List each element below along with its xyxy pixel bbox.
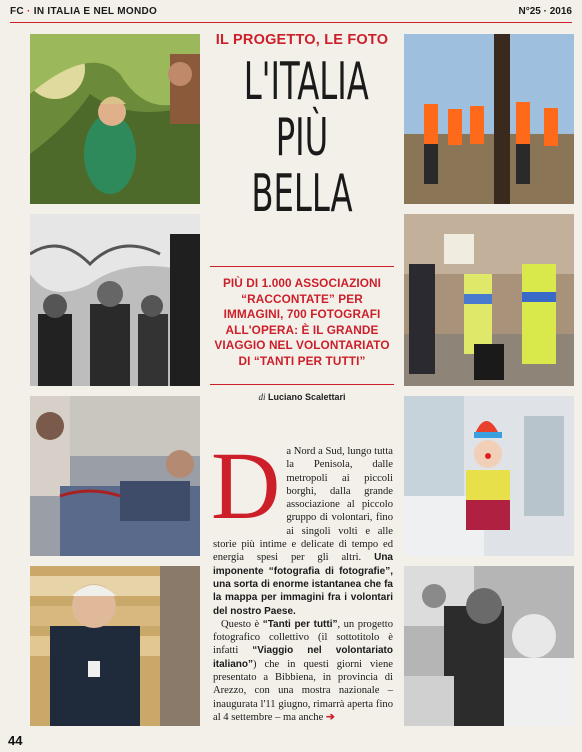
continue-arrow-icon: ➔ (325, 710, 335, 723)
paragraph-highlight: Una imponente “fotografia di fotografie”, una sorta di enorme istantanea che fa la mappa per immagini fra i volontari del nostro Paese. (213, 552, 393, 617)
kicker: IL PROGETTO, LE FOTO (215, 32, 389, 48)
article-body (211, 432, 394, 724)
byline-prefix: di (258, 392, 266, 402)
title-line: PIÙ (275, 108, 329, 168)
page-number: 44 (8, 733, 23, 748)
byline-author: Luciano Scalettari (268, 392, 346, 402)
project-name: “Tanti per tutti” (262, 618, 338, 630)
project-subtitle: “Viaggio nel volontariato italiano” (213, 645, 393, 670)
magazine-section: FC (10, 6, 24, 17)
paragraph-text: ) che in questi giorni viene presentato a Bibbiena, in provincia di Arezzo, con una mostra nazionale – inaugurata l'11 giugno, rimarrà aperta fino al 4 settembre – ma anche (213, 658, 393, 723)
photo-tree-volunteers (30, 34, 200, 204)
paragraph-text: a Nord a Sud, lungo tutta la Penisola, dalle metropoli ai piccoli borghi, dalla grande associazione al piccolo gruppo di volontari, fino ai singoli volti e alle storie più intime e delicate di tempo ed energia spesi per gli altri. (213, 446, 393, 564)
title-line: BELLA (251, 164, 353, 224)
drop-cap: D (211, 432, 281, 539)
issue-label: N°25 · 2016 (518, 6, 572, 17)
photo-woman-shop (30, 566, 200, 726)
photo-kids-rugby (30, 214, 200, 386)
photo-clown-hospital (404, 396, 574, 556)
paragraph-text: , un progetto fotografico collettivo (il sottotitolo è infatti (213, 618, 394, 657)
photo-civil-protection-square (404, 214, 574, 386)
rubric-label: IN ITALIA E NEL MONDO (33, 6, 158, 17)
subtitle-rule-bottom (210, 384, 394, 385)
article-title (243, 52, 369, 224)
paragraph (213, 618, 393, 724)
byline (210, 392, 394, 402)
photo-volunteers-orange-vests (404, 34, 574, 204)
paragraph-text: Questo è (221, 618, 263, 630)
photo-elderly-care (404, 566, 574, 726)
separator: · (23, 6, 34, 17)
section-label (10, 6, 157, 17)
page-header (0, 0, 582, 26)
header-rule (10, 22, 572, 23)
article-heading (208, 32, 396, 222)
article-subtitle: PIÙ DI 1.000 ASSOCIAZIONI “RACCONTATE” PER IMMAGINI, 700 FOTOGRAFI ALL'OPERA: È IL GRANDE VIAGGIO NEL VOLONTARIATO DI “TANTI PER TUTTI” (214, 276, 390, 368)
title-line: L'ITALIA (243, 52, 369, 112)
subtitle-rule-top (210, 266, 394, 267)
photo-blood-donation (30, 396, 200, 556)
